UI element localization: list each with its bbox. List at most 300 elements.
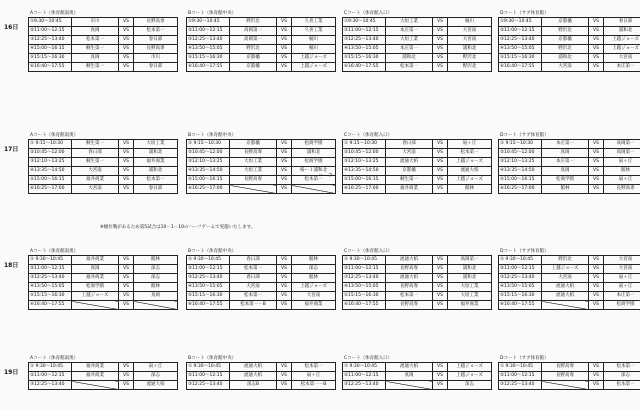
team-home: 長野高専	[386, 265, 433, 274]
match-row	[499, 149, 640, 158]
team-away	[292, 185, 336, 194]
vs-label: VS	[277, 45, 292, 54]
team-away: 長野高専	[134, 45, 178, 54]
vs-label: VS	[277, 158, 292, 167]
match-row	[343, 54, 492, 63]
match-time: ⑤15:15〜16:30	[499, 292, 542, 301]
vs-label: VS	[589, 140, 604, 149]
match-table	[28, 255, 178, 310]
match-time: ②11:00〜12:15	[187, 372, 230, 381]
team-home: 館林	[542, 185, 589, 194]
court-schedule	[28, 132, 178, 194]
vs-label: VS	[589, 18, 604, 27]
court-schedule	[498, 248, 640, 310]
team-away: 上越ジョーズ	[292, 54, 336, 63]
match-row	[29, 54, 178, 63]
team-home: 本庄第一	[386, 45, 433, 54]
team-home: 浦和北	[386, 54, 433, 63]
vs-label: VS	[277, 283, 292, 292]
match-row	[343, 292, 492, 301]
team-away: 松商学園	[292, 140, 336, 149]
court-schedule	[186, 10, 336, 72]
vs-label: VS	[277, 381, 292, 390]
match-row	[187, 256, 336, 265]
team-home: 福井商業	[386, 185, 433, 194]
team-away: 真岡	[134, 292, 178, 301]
vs-label: VS	[589, 36, 604, 45]
team-away: 春日部	[134, 36, 178, 45]
match-row	[29, 283, 178, 292]
match-time: ③12:25〜13:40	[29, 36, 72, 45]
match-row	[499, 176, 640, 185]
vs-label: VS	[277, 363, 292, 372]
vs-label: VS	[277, 256, 292, 265]
match-row	[187, 265, 336, 274]
match-time: ②11:00〜12:15	[29, 27, 72, 36]
team-away: 春日部	[134, 185, 178, 194]
team-home: 京都橘	[230, 63, 277, 72]
team-home: 福井商業	[72, 274, 119, 283]
match-time: ②11:00〜12:15	[499, 372, 542, 381]
match-time: ① 9:15〜10:30	[499, 140, 542, 149]
match-row	[29, 149, 178, 158]
vs-label: VS	[119, 140, 134, 149]
court-title: Cコート（体育館入口）	[344, 133, 393, 138]
vs-label: VS	[433, 63, 448, 72]
match-row	[499, 256, 640, 265]
team-home: 大宮南	[230, 283, 277, 292]
team-away: 大宮南	[448, 36, 492, 45]
match-row	[499, 63, 640, 72]
vs-label: VS	[433, 158, 448, 167]
vs-label: VS	[277, 27, 292, 36]
match-row	[187, 283, 336, 292]
team-away: 浦和北	[134, 149, 178, 158]
match-row	[29, 63, 178, 72]
vs-label: VS	[277, 301, 292, 310]
match-row	[343, 149, 492, 158]
match-row	[499, 185, 640, 194]
team-home: 桐生第一	[72, 158, 119, 167]
team-away: 松本第一	[604, 363, 640, 372]
team-home: 真岡	[386, 372, 433, 381]
match-time: ⑤15:15〜16:30	[343, 54, 386, 63]
team-home: 京都橘	[230, 54, 277, 63]
match-table	[498, 255, 640, 310]
match-time: ②10:45〜12:00	[187, 149, 230, 158]
vs-label: VS	[119, 256, 134, 265]
match-time: ②11:00〜12:15	[187, 265, 230, 274]
match-time: ④13:50〜15:05	[343, 283, 386, 292]
match-time: ④13:35〜14:50	[29, 167, 72, 176]
match-time: ③12:10〜13:25	[187, 158, 230, 167]
match-time: ① 9:30〜10:45	[29, 256, 72, 265]
match-time: ⑥16:25〜17:00	[343, 185, 386, 194]
match-time: ⑤15:15〜16:30	[187, 292, 230, 301]
vs-label: VS	[589, 256, 604, 265]
vs-label: VS	[433, 265, 448, 274]
team-away: 上越ジョーズ	[448, 372, 492, 381]
match-table	[186, 255, 336, 310]
match-time: ④13:50〜15:05	[29, 283, 72, 292]
team-home	[386, 381, 433, 390]
team-home: 流通大柏	[230, 363, 277, 372]
team-away: 上越ジョーズ	[292, 283, 336, 292]
match-row	[187, 381, 336, 390]
match-time: ① 9:30〜10:45	[187, 363, 230, 372]
match-row	[343, 158, 492, 167]
team-away: 松本第一	[134, 176, 178, 185]
match-row	[187, 140, 336, 149]
vs-label: VS	[433, 372, 448, 381]
match-row	[499, 167, 640, 176]
match-row	[343, 372, 492, 381]
team-away: 野沢北	[448, 63, 492, 72]
match-time: ③12:25〜13:40	[29, 381, 72, 390]
vs-label: VS	[277, 185, 292, 194]
court-title: Aコート（体育館南奥）	[30, 356, 79, 361]
team-home: 松本第一－B	[230, 301, 277, 310]
match-row	[29, 140, 178, 149]
team-home: 流通大柏	[542, 292, 589, 301]
vs-label: VS	[277, 167, 292, 176]
vs-label: VS	[119, 176, 134, 185]
day-label: 19日	[4, 369, 19, 376]
match-row	[187, 27, 336, 36]
match-time: ④13:35〜14:50	[343, 167, 386, 176]
court-title: Bコート（体育館中央）	[188, 249, 237, 254]
team-home	[72, 301, 119, 310]
team-away	[134, 301, 178, 310]
team-away: 館林	[292, 274, 336, 283]
team-away: 扇ヶ丘	[604, 283, 640, 292]
team-home: 松本第一	[230, 292, 277, 301]
team-away: 高岡第一	[604, 149, 640, 158]
team-home: 大垣工業	[230, 167, 277, 176]
court-title: Dコート（サブ体育館）	[500, 356, 549, 361]
court-schedule	[342, 10, 492, 72]
team-away: 大宮南	[604, 256, 640, 265]
match-time: ③12:25〜13:40	[29, 274, 72, 283]
court-schedule	[28, 355, 178, 390]
team-home: 深志B	[230, 381, 277, 390]
team-home: 本庄第一	[386, 27, 433, 36]
team-away: 福井商業	[134, 158, 178, 167]
match-time: ⑥16:40〜17:55	[343, 301, 386, 310]
team-away: 館林	[604, 167, 640, 176]
court-title: Cコート（体育館入口）	[344, 356, 393, 361]
team-away: 流通大柏	[448, 167, 492, 176]
team-away: 市川	[134, 54, 178, 63]
team-home: 大宮南	[72, 185, 119, 194]
court-schedule	[28, 10, 178, 72]
match-table	[28, 139, 178, 194]
court-title: Cコート（体育館入口）	[344, 11, 393, 16]
vs-label: VS	[433, 140, 448, 149]
match-table	[186, 139, 336, 194]
court-schedule	[28, 248, 178, 310]
team-away: 深志	[604, 372, 640, 381]
match-time: ②11:00〜12:15	[499, 27, 542, 36]
vs-label: VS	[119, 45, 134, 54]
court-schedule	[498, 10, 640, 72]
team-away: 浦和北	[292, 149, 336, 158]
team-away: 福井商業	[448, 301, 492, 310]
vs-label: VS	[433, 381, 448, 390]
match-row	[499, 372, 640, 381]
team-home: 浦和北	[542, 54, 589, 63]
match-time: ① 9:15〜10:30	[187, 140, 230, 149]
vs-label: VS	[589, 167, 604, 176]
team-home: 京都橘	[542, 36, 589, 45]
match-row	[29, 167, 178, 176]
team-home: 上越ジョーズ	[72, 292, 119, 301]
team-away: 松本第一	[292, 176, 336, 185]
vs-label: VS	[589, 54, 604, 63]
vs-label: VS	[119, 18, 134, 27]
vs-label: VS	[119, 167, 134, 176]
match-row	[343, 45, 492, 54]
match-row	[499, 18, 640, 27]
match-row	[187, 18, 336, 27]
team-away: 桶川	[292, 45, 336, 54]
team-home: 春日部	[230, 274, 277, 283]
match-time: ②11:00〜12:15	[343, 27, 386, 36]
team-away: 浦和北	[448, 265, 492, 274]
court-schedule	[186, 248, 336, 310]
court-title: Bコート（体育館中央）	[188, 133, 237, 138]
court-title: Aコート（体育館南奥）	[30, 11, 79, 16]
team-away: 大垣工業	[134, 140, 178, 149]
match-table	[186, 17, 336, 72]
vs-label: VS	[119, 185, 134, 194]
match-time: ④13:35〜14:50	[499, 167, 542, 176]
vs-label: VS	[277, 274, 292, 283]
match-row	[187, 158, 336, 167]
team-away: 長野高専	[604, 185, 640, 194]
team-home: 長野高専	[386, 301, 433, 310]
match-row	[187, 167, 336, 176]
team-away: 上越ジョーズ	[448, 158, 492, 167]
match-row	[187, 185, 336, 194]
match-time: ① 9:30〜10:45	[187, 256, 230, 265]
team-home: 松商学園	[72, 283, 119, 292]
vs-label: VS	[277, 372, 292, 381]
match-time: ③12:25〜13:40	[343, 274, 386, 283]
team-away: 上越ジョーズ	[604, 36, 640, 45]
vs-label: VS	[589, 274, 604, 283]
vs-label: VS	[589, 185, 604, 194]
team-home: 野沢北	[230, 18, 277, 27]
match-row	[187, 36, 336, 45]
vs-label: VS	[433, 363, 448, 372]
vs-label: VS	[589, 381, 604, 390]
vs-label: VS	[589, 149, 604, 158]
match-row	[29, 45, 178, 54]
team-away: 松本第一－B	[292, 381, 336, 390]
match-time: ①9:30〜10:45	[187, 18, 230, 27]
team-away: 深志	[134, 265, 178, 274]
vs-label: VS	[433, 45, 448, 54]
team-home: 長野高専	[386, 283, 433, 292]
vs-label: VS	[433, 27, 448, 36]
match-time: ②10:45〜12:00	[499, 149, 542, 158]
match-row	[499, 274, 640, 283]
court-schedule	[186, 132, 336, 194]
match-row	[29, 176, 178, 185]
vs-label: VS	[433, 167, 448, 176]
vs-label: VS	[589, 27, 604, 36]
match-time: ④13:50〜15:05	[499, 283, 542, 292]
vs-label: VS	[119, 149, 134, 158]
vs-label: VS	[589, 283, 604, 292]
team-away: 松商学園	[292, 158, 336, 167]
vs-label: VS	[589, 265, 604, 274]
team-home: 春日部	[230, 256, 277, 265]
match-row	[29, 18, 178, 27]
team-home: 長野高専	[542, 363, 589, 372]
vs-label: VS	[433, 274, 448, 283]
match-row	[187, 301, 336, 310]
match-time: ⑤15:15〜16:30	[29, 54, 72, 63]
team-home: 大宮南	[542, 274, 589, 283]
match-time: ④15:00〜16:15	[29, 45, 72, 54]
vs-label: VS	[119, 372, 134, 381]
match-time: ③12:10〜13:25	[29, 158, 72, 167]
match-time: ⑤15:15〜16:30	[187, 54, 230, 63]
match-row	[499, 45, 640, 54]
match-time: ⑥16:40〜17:55	[187, 301, 230, 310]
team-home: 春日部	[72, 149, 119, 158]
team-home: 流通大柏	[230, 372, 277, 381]
vs-label: VS	[119, 158, 134, 167]
team-away: 高岡第一	[604, 140, 640, 149]
match-time: ②11:00〜12:15	[499, 265, 542, 274]
match-time: ⑥16:40〜17:55	[499, 301, 542, 310]
team-away: 扇ヶ丘	[604, 158, 640, 167]
team-home: 福井商業	[72, 363, 119, 372]
match-row	[187, 54, 336, 63]
match-row	[187, 63, 336, 72]
team-away: 館林	[134, 283, 178, 292]
court-schedule	[498, 355, 640, 390]
team-home: 流通大柏	[386, 363, 433, 372]
vs-label: VS	[433, 36, 448, 45]
team-home: 長野高専	[542, 372, 589, 381]
match-time: ③12:25〜13:40	[499, 381, 542, 390]
vs-label: VS	[119, 63, 134, 72]
match-row	[187, 372, 336, 381]
vs-label: VS	[119, 283, 134, 292]
match-time: ①9:30〜10:45	[29, 18, 72, 27]
team-home: 流通大柏	[542, 283, 589, 292]
match-row	[29, 292, 178, 301]
team-away: 館林	[134, 256, 178, 265]
team-home: 福井商業	[72, 256, 119, 265]
day-label: 17日	[4, 146, 19, 153]
team-away: 松本第一	[604, 381, 640, 390]
court-title: Aコート（体育館南奥）	[30, 133, 79, 138]
court-schedule	[342, 132, 492, 194]
match-row	[343, 363, 492, 372]
match-time: ④13:50〜15:05	[187, 283, 230, 292]
vs-label: VS	[433, 18, 448, 27]
team-away: 上越ジョーズ	[604, 45, 640, 54]
match-time: ⑥16:40〜17:55	[499, 63, 542, 72]
match-row	[499, 381, 640, 390]
match-time: ⑤15:00〜16:15	[29, 176, 72, 185]
vs-label: VS	[119, 301, 134, 310]
match-row	[187, 363, 336, 372]
match-time: ③12:25〜13:40	[187, 274, 230, 283]
team-away: 本庄第一	[604, 292, 640, 301]
team-away: 扇ヶ丘	[448, 140, 492, 149]
team-away: 桶川	[292, 36, 336, 45]
team-away: 上越ジョーズ	[448, 176, 492, 185]
match-time: ⑤15:15〜16:30	[29, 292, 72, 301]
vs-label: VS	[119, 292, 134, 301]
vs-label: VS	[433, 292, 448, 301]
vs-label: VS	[589, 372, 604, 381]
match-row	[499, 36, 640, 45]
vs-label: VS	[589, 363, 604, 372]
team-home	[230, 185, 277, 194]
vs-label: VS	[433, 149, 448, 158]
match-row	[343, 265, 492, 274]
day-label: 16日	[4, 24, 19, 31]
court-title: Bコート（体育館中央）	[188, 356, 237, 361]
match-time: ① 9:30〜10:45	[499, 256, 542, 265]
vs-label: VS	[433, 256, 448, 265]
match-table	[186, 362, 336, 390]
team-home: 松本第一	[386, 63, 433, 72]
team-home: 松本第一	[72, 36, 119, 45]
match-table	[498, 17, 640, 72]
team-home: 市川	[72, 18, 119, 27]
team-home: 大垣工業	[386, 18, 433, 27]
vs-label: VS	[119, 27, 134, 36]
match-table	[342, 255, 492, 310]
match-row	[499, 158, 640, 167]
vs-label: VS	[433, 283, 448, 292]
match-row	[343, 140, 492, 149]
match-row	[187, 292, 336, 301]
vs-label: VS	[433, 301, 448, 310]
match-time: ③12:25〜13:40	[343, 36, 386, 45]
team-home: 京都橘	[542, 18, 589, 27]
match-time: ②11:00〜12:15	[29, 372, 72, 381]
vs-label: VS	[277, 292, 292, 301]
team-away: 大垣工業	[448, 292, 492, 301]
match-row	[29, 381, 178, 390]
team-home: 本庄第一	[542, 140, 589, 149]
team-home: 桐生第一	[386, 176, 433, 185]
match-time: ① 9:30〜10:45	[29, 363, 72, 372]
team-away: 春日部	[604, 18, 640, 27]
match-row	[499, 363, 640, 372]
match-row	[29, 36, 178, 45]
match-row	[499, 292, 640, 301]
vs-label: VS	[277, 63, 292, 72]
match-row	[343, 18, 492, 27]
match-row	[343, 176, 492, 185]
team-away: 浦和北	[448, 274, 492, 283]
match-time: ① 9:30〜10:45	[499, 363, 542, 372]
vs-label: VS	[277, 176, 292, 185]
vs-label: VS	[119, 274, 134, 283]
vs-label: VS	[277, 265, 292, 274]
team-home: 春日部	[386, 140, 433, 149]
